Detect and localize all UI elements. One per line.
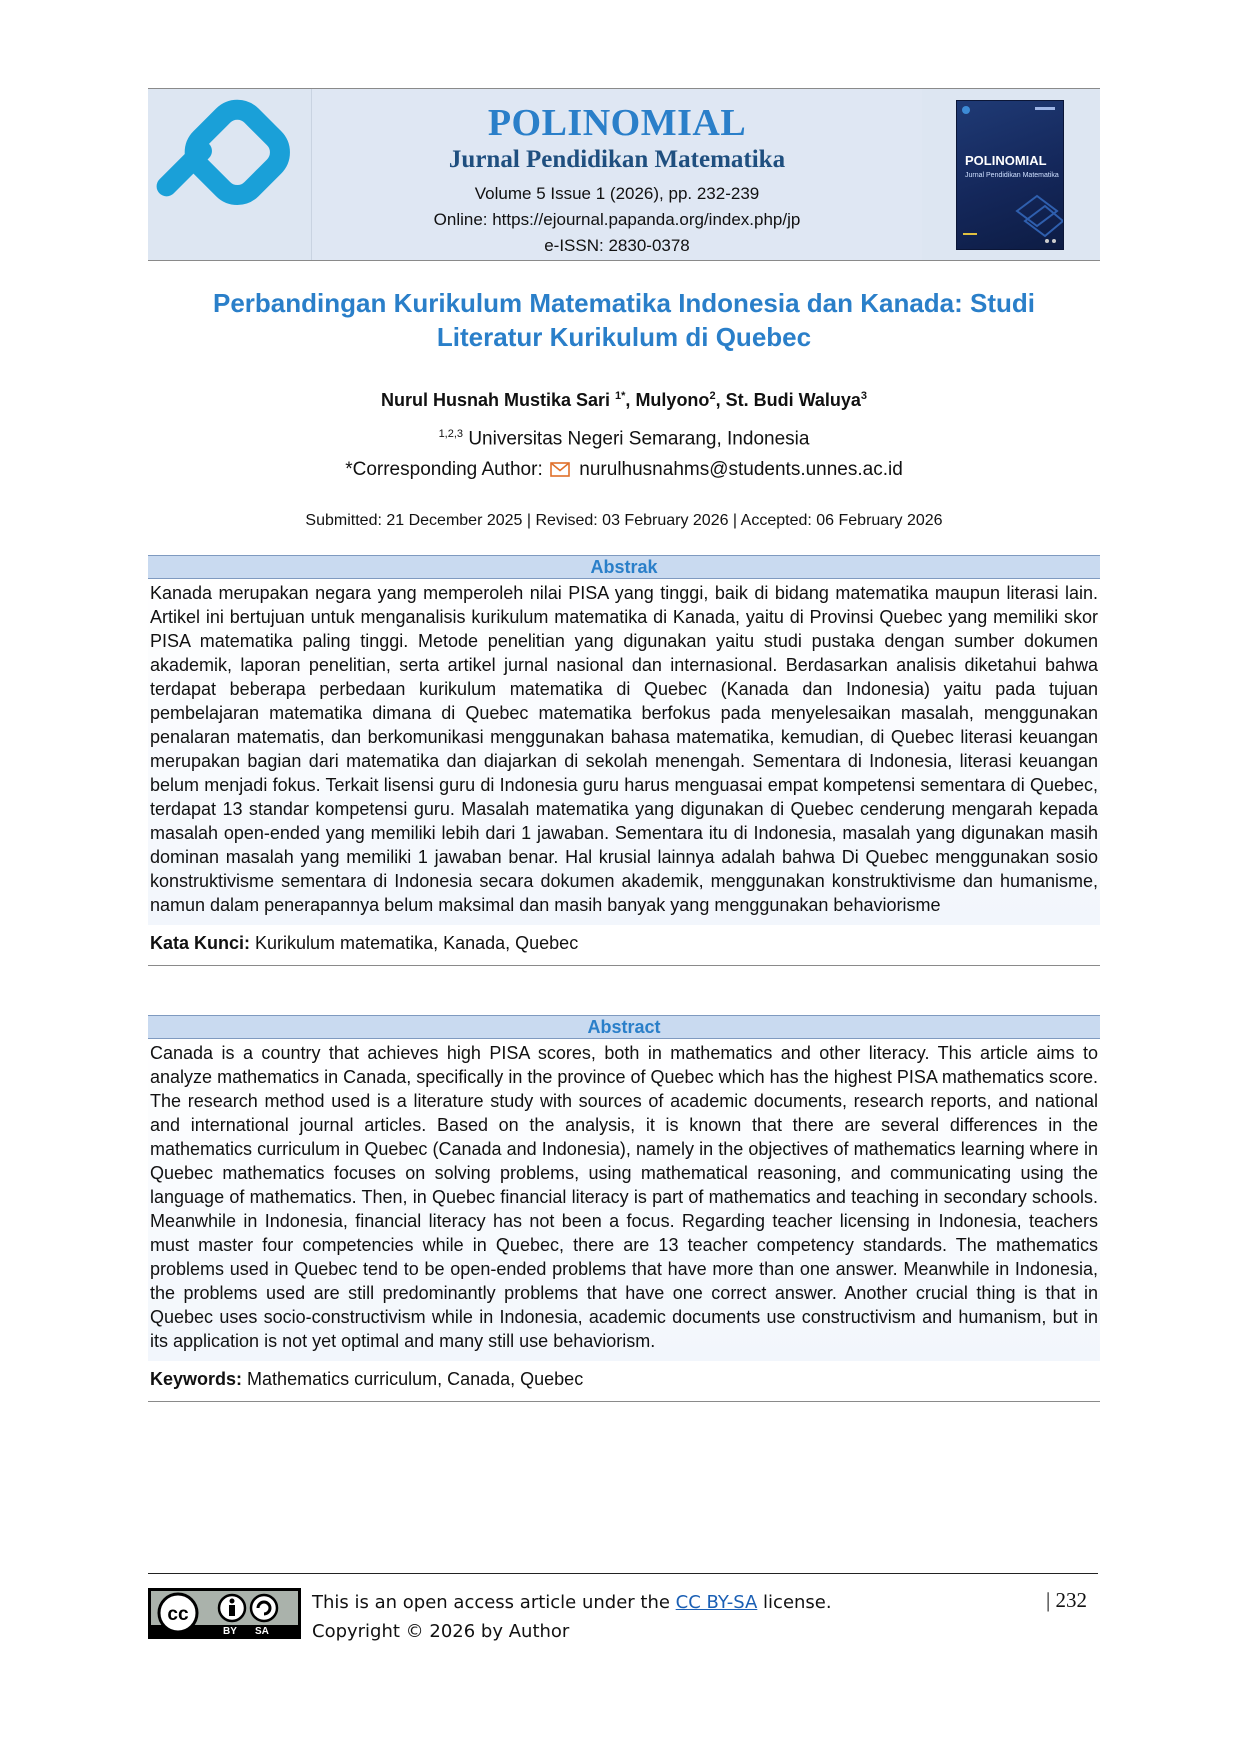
svg-text:cc: cc <box>167 1604 189 1625</box>
online-url-line[interactable]: Online: https://ejournal.papanda.org/index.php/jp <box>433 210 801 229</box>
abstract-heading: Abstract <box>148 1015 1100 1039</box>
corresponding-author <box>148 459 1100 481</box>
cover-title: POLINOMIAL <box>965 153 1047 168</box>
copyright-line: Copyright © 2026 by Author <box>312 1621 570 1642</box>
journal-info-cell <box>311 89 923 260</box>
license-line <box>312 1588 832 1617</box>
author-affil-marker: 2 <box>709 390 716 402</box>
kata-kunci <box>148 925 1100 966</box>
corresponding-label: *Corresponding Author: <box>345 459 543 480</box>
affiliation-marker: 1,2,3 <box>438 428 464 440</box>
kata-kunci-value: Kurikulum matematika, Kanada, Quebec <box>255 933 579 953</box>
cover-subtitle: Jurnal Pendidikan Matematika <box>965 172 1059 179</box>
journal-logo-cell <box>148 89 310 260</box>
cc-by-sa-badge[interactable] <box>148 1588 301 1639</box>
footer-divider <box>148 1573 1098 1574</box>
author-affil-marker: 3 <box>860 390 868 402</box>
author-name: Mulyono <box>635 390 710 410</box>
license-prefix: This is an open access article under the <box>312 1592 676 1613</box>
license-link[interactable]: CC BY-SA <box>675 1592 758 1613</box>
article-title-line-2: Literatur Kurikulum di Quebec <box>436 322 812 352</box>
submission-dates: Submitted: 21 December 2025 | Revised: 03 February 2026 | Accepted: 06 February 2026 <box>305 512 943 529</box>
kata-kunci-label: Kata Kunci: <box>150 933 251 953</box>
article-title-line-1: Perbandingan Kurikulum Matematika Indonesia dan Kanada: Studi <box>212 288 1036 318</box>
cc-badge-by: BY <box>223 1626 237 1637</box>
author-list: Nurul Husnah Mustika Sari $^{1*}$, Mulyono$^2$, St. Budi Waluya$^3$ <box>380 390 868 410</box>
keywords-value: Mathematics curriculum, Canada, Quebec <box>247 1369 584 1389</box>
keywords-label: Keywords: <box>150 1369 243 1389</box>
license-notice <box>312 1588 832 1646</box>
author-name: St. Budi Waluya <box>725 390 861 410</box>
abstract-section <box>148 1015 1100 1402</box>
journal-name: POLINOMIAL <box>487 102 747 144</box>
affiliation-text: Universitas Negeri Semarang, Indonesia <box>468 428 810 450</box>
corresponding-email[interactable]: nurulhusnahms@students.unnes.ac.id <box>579 459 903 480</box>
cc-badge-sa: SA <box>255 1626 269 1637</box>
abstrak-heading: Abstrak <box>148 555 1100 579</box>
abstrak-body: Kanada merupakan negara yang memperoleh nilai PISA yang tinggi, baik di bidang matematika maupun literasi lain. Artikel ini bertujuan untuk menganalisis kurikulum matematika di Kanada, yaitu di Provinsi Quebec yang memiliki skor PISA matematika paling tinggi. Metode penelitian yang digunakan yaitu studi pustaka dengan sumber dokumen akademik, laporan penelitian, serta artikel jurnal nasional dan internasional. Berdasarkan analisis diketahui bahwa terdapat beberapa perbedaan kurikulum matematika di Quebec (Kanada dan Indonesia) yaitu pada tujuan pembelajaran matematika dimana di Quebec matematika berfokus pada menyelesaikan masalah, menggunakan penalaran matematis, dan berkomunikasi menggunakan bahasa matematika, kemudian, di Quebec literasi keuangan merupakan bagian dari matematika dan diajarkan di sekolah menengah. Sementara di Indonesia, literasi keuangan belum menjadi fokus. Terkait lisensi guru di Indonesia guru harus menguasai empat kompetensi sementara di Quebec, terdapat 13 standar kompetensi guru. Masalah matematika yang digunakan di Quebec cenderung mengarah kepada masalah open-ended yang memiliki lebih dari 1 jawaban. Sementara itu di Indonesia, masalah yang digunakan masih dominan masalah yang memiliki 1 jawaban benar. Hal krusial lainnya adalah bahwa Di Quebec menggunakan sosio konstruktivisme sementara di Indonesia secara dokumen akademik, menggunakan konstruktivisme dan humanisme, namun dalam penerapannya belum maksimal dan masih banyak yang menggunakan behaviorisme <box>148 579 1100 925</box>
journal-subtitle: Jurnal Pendidikan Matematika <box>448 146 786 173</box>
author-name: Nurul Husnah Mustika Sari <box>380 390 610 410</box>
author-affil-marker: 1* <box>615 390 626 402</box>
journal-cover-image <box>957 101 1063 249</box>
volume-line: Volume 5 Issue 1 (2026), pp. 232-239 <box>474 184 760 203</box>
license-suffix: license. <box>757 1592 832 1613</box>
envelope-icon <box>550 462 570 477</box>
affiliation <box>148 428 1100 450</box>
article-title <box>148 286 1100 354</box>
polinomial-logo-icon <box>148 89 310 260</box>
journal-cover-cell <box>922 89 1100 260</box>
abstrak-section <box>148 555 1100 966</box>
issn-line: e-ISSN: 2830-0378 <box>544 236 690 255</box>
keywords <box>148 1361 1100 1402</box>
abstract-body: Canada is a country that achieves high PISA scores, both in mathematics and other literacy. This article aims to analyze mathematics in Canada, specifically in the province of Quebec which has the highest PISA mathematics score. The research method used is a literature study with sources of academic documents, research reports, and national and international journal articles. Based on the analysis, it is known that there are several differences in the mathematics curriculum in Quebec (Canada and Indonesia), namely in the objectives of mathematics learning where in Quebec mathematics focuses on solving problems, using mathematical reasoning, and communicating using the language of mathematics. Then, in Quebec financial literacy is part of mathematics and teaching in secondary schools. Meanwhile in Indonesia, financial literacy has not been a focus. Regarding teacher licensing in Indonesia, teachers must master four competencies while in Quebec, there are 13 teacher competency standards. The mathematics problems used in Quebec tend to be open-ended problems that have more than one answer. Meanwhile in Indonesia, the problems used are still predominantly problems that have one correct answer. Another crucial thing is that in Quebec uses socio-constructivism while in Indonesia, academic documents use constructivism and humanism, but in its application is not yet optimal and many still use behaviorism. <box>148 1039 1100 1361</box>
journal-header <box>148 88 1100 261</box>
page-number: | 232 <box>1046 1588 1087 1612</box>
